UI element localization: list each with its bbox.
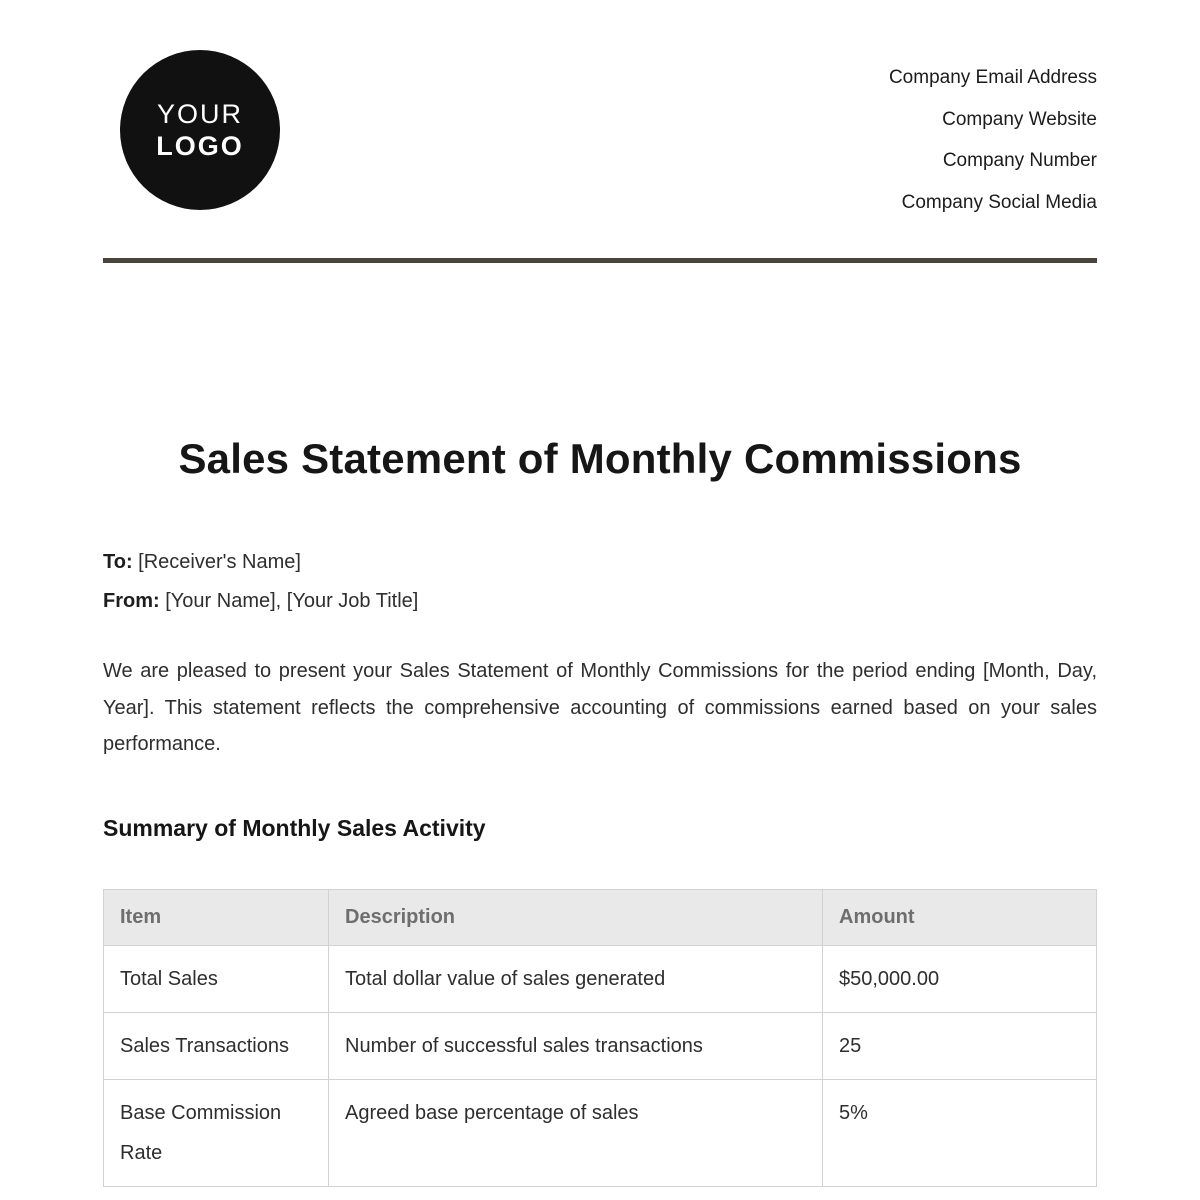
company-website: Company Website: [942, 108, 1097, 130]
logo-text-your: YOUR: [156, 98, 243, 129]
page-title: Sales Statement of Monthly Commissions: [178, 435, 1022, 482]
cell-description: Agreed base percentage of sales: [329, 1079, 823, 1186]
cell-description: Total dollar value of sales generated: [329, 945, 823, 1012]
cell-item: Total Sales: [104, 945, 329, 1012]
company-number: Company Number: [942, 150, 1097, 171]
table-row: [104, 1079, 1097, 1186]
cell-amount: 25: [823, 1012, 1097, 1079]
header-description: Description: [329, 889, 823, 945]
company-logo: [120, 50, 280, 210]
intro-paragraph: We are pleased to present your Sales Statement of Monthly Commissions for the period ending [Month, Day, Year]. This statement reflects the comprehensive accounting of commissions earned based on your sales performance.: [103, 660, 1097, 755]
table-row: [104, 1012, 1097, 1079]
logo-text-logo: LOGO: [156, 131, 244, 161]
to-value: [Receiver's Name]: [138, 551, 301, 573]
from-label: From:: [103, 590, 160, 612]
company-social-media: Company Social Media: [901, 191, 1097, 213]
from-line: [103, 582, 1097, 621]
letterhead: [103, 50, 1097, 223]
company-email: Company Email Address: [888, 67, 1097, 88]
section-heading: Summary of Monthly Sales Activity: [103, 814, 486, 841]
to-line: [103, 543, 1097, 582]
to-label: To:: [103, 551, 133, 573]
cell-amount: 5%: [823, 1079, 1097, 1186]
cell-item: Base Commission Rate: [104, 1079, 329, 1186]
table-header-row: [104, 889, 1097, 945]
header-item: Item: [104, 889, 329, 945]
from-value: [Your Name], [Your Job Title]: [165, 590, 419, 612]
cell-amount: $50,000.00: [823, 945, 1097, 1012]
header-amount: Amount: [823, 889, 1097, 945]
company-contact-block: [889, 50, 1097, 223]
sales-summary-table: [103, 889, 1097, 1187]
address-block: [103, 543, 1097, 621]
cell-item: Sales Transactions: [104, 1012, 329, 1079]
table-row: [104, 945, 1097, 1012]
cell-description: Number of successful sales transactions: [329, 1012, 823, 1079]
header-divider: [103, 258, 1097, 263]
